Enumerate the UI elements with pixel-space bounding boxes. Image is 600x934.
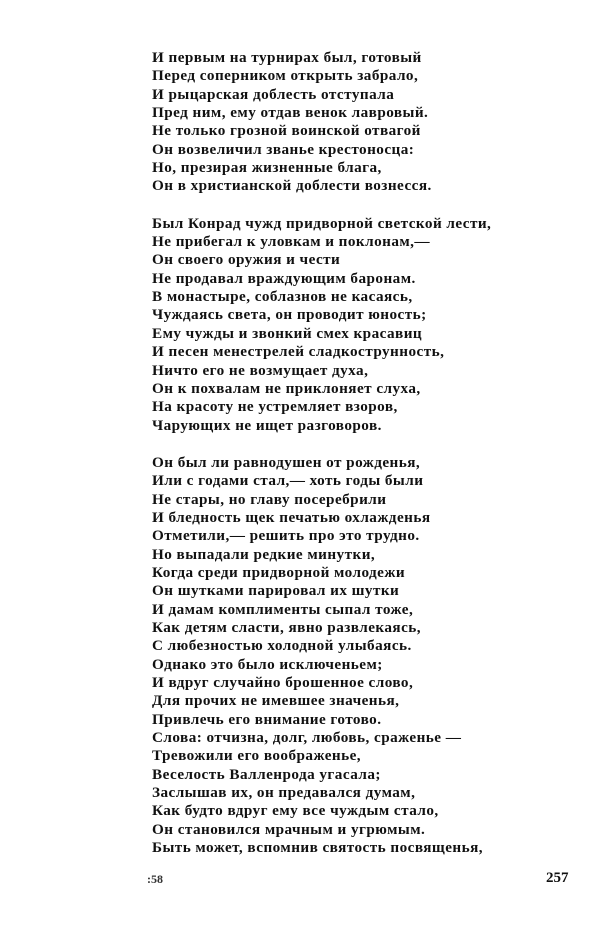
verse-line: С любезностью холодной улыбаясь. [152,637,412,655]
verse-line: Но, презирая жизненные блага, [152,159,382,177]
verse-line: Он к похвалам не приклоняет слуха, [152,379,421,397]
verse-line: Он был ли равнодушен от рожденья, [152,453,421,471]
verse-line: На красоту не устремляет взоров, [152,398,398,416]
verse-line: Ему чужды и звонкий смех красавиц [152,324,423,342]
page-number: 257 [546,870,569,886]
verse-line: Чуждаясь света, он проводит юность; [152,306,427,324]
verse-line: Перед соперником открыть забрало, [152,67,419,85]
verse-line: Не стары, но главу посеребрили [152,490,387,508]
verse-line: Но выпадали редкие минутки, [152,545,376,563]
verse-line: Или с годами стал,— хоть годы были [152,472,424,490]
verse-line: Для прочих не имевшее значенья, [152,692,400,710]
verse-line: И вдруг случайно брошенное слово, [152,674,414,691]
verse-line: Когда среди придворной молодежи [152,563,406,581]
verse-line: Как детям сласти, явно развлекаясь, [152,618,422,636]
verse-line: И рыцарская доблесть отступала [152,85,395,103]
poem-text [152,49,572,857]
verse-line: Он возвеличил званье крестоносца: [152,140,415,158]
stanza [152,215,572,435]
verse-line: И песен менестрелей сладкострунность, [152,343,445,361]
verse-line: И первым на турнирах был, готовый [152,49,422,66]
verse-line: Ничто его не возмущает духа, [152,361,369,379]
verse-line: Он становился мрачным и угрюмым. [152,820,426,838]
verse-line: Заслышав их, он предавался думам, [152,784,416,802]
verse-line: Отметили,— решить про это трудно. [152,527,420,545]
verse-line: И дамам комплименты сыпал тоже, [152,600,414,618]
verse-line: В монастыре, соблазнов не касаясь, [152,288,413,306]
verse-line: Веселость Валленрода угасала; [152,765,381,783]
verse-line: Пред ним, ему отдав венок лавровый. [152,104,429,122]
verse-line: Привлечь его внимание готово. [152,710,382,728]
verse-line: Слова: отчизна, долг, любовь, сраженье — [152,729,462,747]
verse-line: Он шутками парировал их шутки [152,582,400,600]
verse-line: Чарующих не ищет разговоров. [152,416,382,434]
verse-line: Не только грозной воинской отвагой [152,122,421,140]
verse-line: Как будто вдруг ему все чуждым стало, [152,802,439,820]
stanza [152,49,572,196]
stanza [152,454,572,858]
verse-line: Не прибегал к уловкам и поклонам,— [152,233,431,251]
verse-line: Он в христианской доблести вознесся. [152,177,432,195]
verse-line: Однако это было исключеньем; [152,655,383,673]
signature-mark: :58 [147,872,163,886]
verse-line: Тревожили его воображенье, [152,747,362,765]
verse-line: Быть может, вспомнив святость посвященья, [152,839,483,857]
verse-line: Был Конрад чужд придворной светской лести, [152,214,492,232]
verse-line: Не продавал враждующим баронам. [152,269,416,287]
verse-line: Он своего оружия и чести [152,251,341,269]
verse-line: И бледность щек печатью охлажденья [152,508,431,526]
